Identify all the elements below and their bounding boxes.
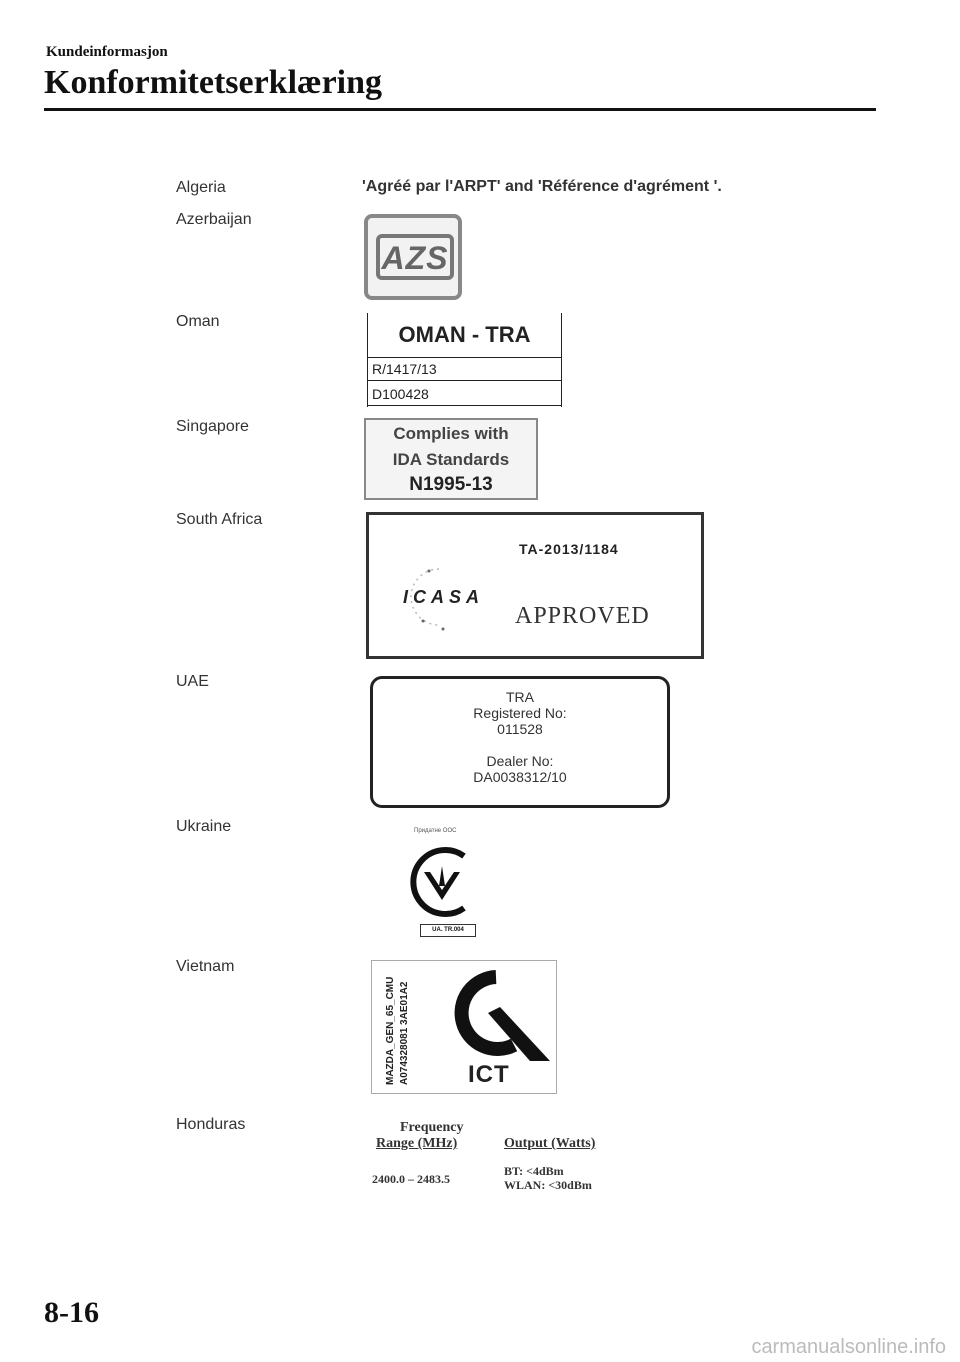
uae-dealer-number: DA0038312/10 xyxy=(473,769,567,785)
vietnam-cr-mark-icon xyxy=(438,967,554,1063)
honduras-bt-output: BT: <4dBm xyxy=(504,1164,564,1178)
country-vietnam: Vietnam xyxy=(176,958,235,975)
watermark: carmanualsonline.info xyxy=(751,1336,946,1358)
ukraine-code: UA. TR.004 xyxy=(420,924,476,937)
honduras-col1-header-a: Frequency xyxy=(400,1120,464,1135)
icasa-ta-number: TA-2013/1184 xyxy=(519,541,619,557)
country-uae: UAE xyxy=(176,673,209,690)
azs-certification-logo xyxy=(364,214,462,300)
uae-registered-label: Registered No: xyxy=(473,705,567,721)
vietnam-ict-text: ICT xyxy=(468,1061,510,1088)
country-singapore: Singapore xyxy=(176,418,249,435)
vietnam-model-line2: A074328081 3AE01A2 xyxy=(399,981,410,1085)
ukraine-trident-mark-icon xyxy=(404,842,480,922)
oman-tra-label xyxy=(367,313,562,407)
honduras-col1-header-b: Range (MHz) xyxy=(376,1136,458,1151)
azs-logo-text: AZS xyxy=(381,240,449,276)
vietnam-model-text xyxy=(384,977,412,1085)
ukraine-certification-mark xyxy=(404,826,480,938)
country-algeria: Algeria xyxy=(176,179,226,196)
oman-tra-title: OMAN - TRA xyxy=(368,313,561,358)
icasa-logo-text: ICASA xyxy=(403,587,485,607)
country-honduras: Honduras xyxy=(176,1116,246,1133)
oman-dealer-number: D100428 xyxy=(368,382,561,406)
honduras-col2-header: Output (Watts) xyxy=(504,1136,596,1151)
uae-tra-label xyxy=(370,676,670,808)
uae-dealer-label: Dealer No: xyxy=(486,753,554,769)
ida-line2: IDA Standards xyxy=(392,450,510,469)
honduras-wlan-output: WLAN: <30dBm xyxy=(504,1178,592,1192)
vietnam-model-line1: MAZDA_GEN_65_CMU xyxy=(385,976,396,1085)
algeria-approval-text: 'Agréé par l'ARPT' and 'Référence d'agrément '. xyxy=(362,178,722,195)
country-oman: Oman xyxy=(176,313,220,330)
oman-registration-number: R/1417/13 xyxy=(368,357,561,381)
honduras-frequency-table xyxy=(370,1118,622,1196)
title-divider xyxy=(44,108,876,111)
icasa-logo-icon xyxy=(403,559,503,635)
page-title: Konformitetserklæring xyxy=(44,64,383,101)
country-azerbaijan: Azerbaijan xyxy=(176,211,252,228)
country-south-africa: South Africa xyxy=(176,511,263,528)
uae-registered-number: 011528 xyxy=(497,721,543,737)
icasa-approval-label xyxy=(366,512,704,659)
uae-tra-title: TRA xyxy=(506,689,534,705)
ida-line1: Complies with xyxy=(393,424,509,443)
singapore-ida-label xyxy=(364,418,538,500)
section-label: Kundeinformasjon xyxy=(46,44,168,60)
honduras-frequency-range: 2400.0 – 2483.5 xyxy=(372,1172,450,1186)
ida-number: N1995-13 xyxy=(409,474,493,495)
vietnam-ict-label xyxy=(371,960,557,1094)
icasa-approved-text: APPROVED xyxy=(515,603,650,629)
page-number: 8-16 xyxy=(44,1296,99,1329)
country-ukraine: Ukraine xyxy=(176,818,232,835)
ukraine-top-text: Придатне ООС xyxy=(414,828,457,834)
